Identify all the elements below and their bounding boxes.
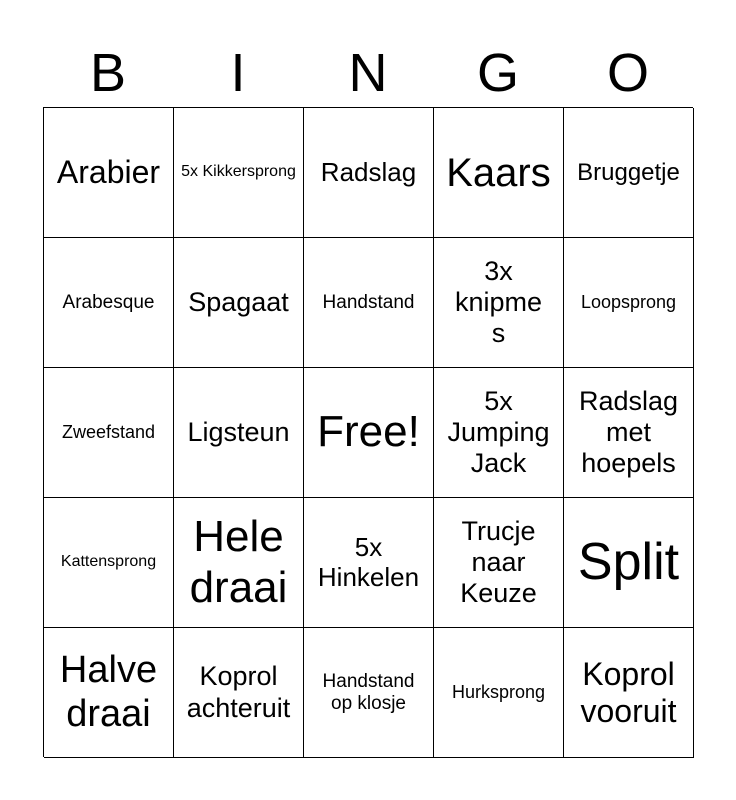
cell-label: 5x Kikkersprong <box>181 163 296 181</box>
cell-label: Arabier <box>56 154 161 191</box>
bingo-cell <box>434 368 564 498</box>
cell-label: Kaars <box>446 150 551 195</box>
bingo-cell <box>434 498 564 628</box>
bingo-cell <box>564 108 694 238</box>
bingo-cell <box>304 108 434 238</box>
bingo-cell <box>304 238 434 368</box>
cell-label: Bruggetje <box>577 158 680 186</box>
cell-label: Hurksprong <box>451 682 546 703</box>
bingo-cell <box>174 628 304 758</box>
bingo-cell <box>174 108 304 238</box>
bingo-cell <box>564 628 694 758</box>
cell-label: 5x Jumping Jack <box>447 385 550 479</box>
bingo-cell <box>44 628 174 758</box>
cell-label: Radslag met hoepels <box>578 385 679 479</box>
free-space-label: Free! <box>317 407 420 457</box>
header-letter-i: I <box>230 43 246 103</box>
cell-label: Split <box>577 532 680 591</box>
bingo-cell <box>44 108 174 238</box>
bingo-grid <box>43 107 693 757</box>
bingo-cell <box>434 238 564 368</box>
cell-label: Koprol achteruit <box>186 661 291 723</box>
cell-label: 3x knipmes <box>454 255 543 349</box>
header-letter-g: G <box>476 43 519 103</box>
cell-label: 5x Hinkelen <box>317 531 420 592</box>
cell-label: Loopsprong <box>580 292 677 313</box>
cell-label: Radslag <box>320 156 417 187</box>
bingo-cell <box>564 238 694 368</box>
cell-label: Handstand <box>322 291 415 313</box>
cell-label: Arabesque <box>62 291 155 313</box>
bingo-cell <box>434 108 564 238</box>
bingo-cell <box>564 498 694 628</box>
header-letter-b: B <box>89 43 127 103</box>
bingo-cell <box>304 628 434 758</box>
cell-label: Handstand op klosje <box>322 670 415 714</box>
bingo-cell <box>174 368 304 498</box>
bingo-cell <box>304 498 434 628</box>
cell-label: Zweefstand <box>61 422 156 443</box>
bingo-cell <box>564 368 694 498</box>
bingo-cell <box>44 238 174 368</box>
bingo-cell <box>174 238 304 368</box>
bingo-header <box>43 40 693 106</box>
bingo-cell <box>174 498 304 628</box>
header-letter-n: N <box>348 43 388 103</box>
cell-label: Ligsteun <box>187 416 290 447</box>
cell-label: Kattensprong <box>60 553 157 571</box>
cell-label: Koprol vooruit <box>580 655 677 729</box>
cell-label: Trucje naar Keuze <box>460 515 537 609</box>
cell-label: Halve draai <box>59 648 158 735</box>
cell-label: Hele draai <box>189 511 288 612</box>
bingo-cell <box>44 498 174 628</box>
cell-label: Spagaat <box>188 286 289 317</box>
bingo-cell <box>434 628 564 758</box>
bingo-cell free-space <box>304 368 434 498</box>
bingo-cell <box>44 368 174 498</box>
header-letter-o: O <box>606 43 649 103</box>
